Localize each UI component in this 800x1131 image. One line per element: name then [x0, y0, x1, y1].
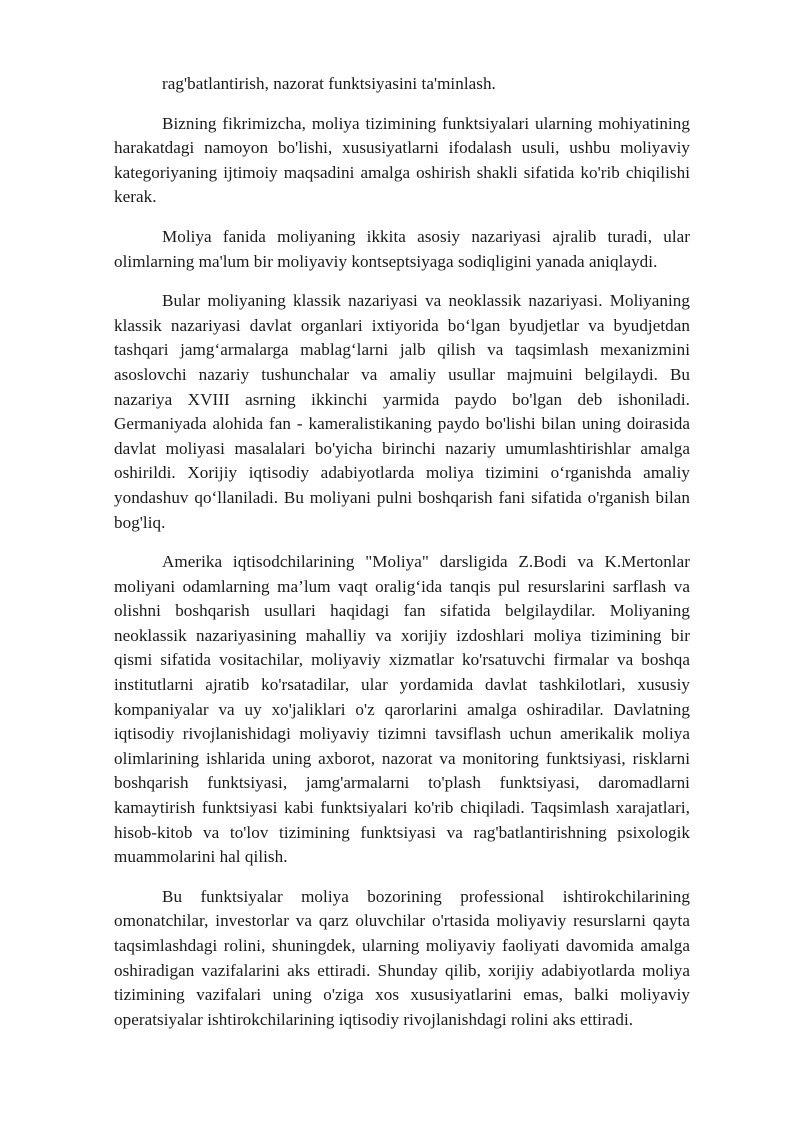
paragraph-functions-opinion: Bizning fikrimizcha, moliya tizimining funktsiyalari ularning mohiyatining harakatdagi namoyon bo'lishi, xususiyatlarni ifodalash usuli, ushbu moliyaviy kategoriyaning ijtimoiy maqsadini amalga oshirish shakli sifatida ko'rib chiqilishi kerak.: [114, 113, 690, 207]
paragraph-classic-theory: Bular moliyaning klassik nazariyasi va neoklassik nazariyasi. Moliyaning klassik nazariyasi davlat organlari ixtiyorida bo‘lgan byudjetlar va byudjetdan tashqari jamg‘armalarga mablag‘larni jalb qilish va taqsimlash mexanizmini asoslovchi nazariy tushunchalar va amaliy usullar majmuini belgilaydi. Bu nazariya XVIII asrning ikkinchi yarmida paydo bo'lgan deb ishoniladi. Germaniyada alohida fan - kameralistikaning paydo bo'lishi bilan uning doirasida davlat moliyasi masalalari bo'yicha birinchi nazariy umumlashtirishlar amalga oshirildi. Xorijiy iqtisodiy adabiyotlarda moliya tizimini o‘rganishda amaliy yondashuv qo‘llaniladi. Bu moliyani pulni boshqarish fani sifatida o'rganish bilan bog'liq.: [114, 291, 690, 532]
paragraph-american-economists: Amerika iqtisodchilarining "Moliya" darsligida Z.Bodi va K.Mertonlar moliyani odamlarning ma’lum vaqt oralig‘ida tanqis pul resurslarini sarflash va olishni boshqarish usullari haqidagi fan sifatida belgilaydilar. Moliyaning neoklassik nazariyasining mahalliy va xorijiy izdoshlari moliya tizimining bir qismi sifatida vositachilar, moliyaviy xizmatlar ko'rsatuvchi firmalar va boshqa institutlarni ajratib ko'rsatadilar, ular yordamida davlat tashkilotlari, xususiy kompaniyalar va uy xo'jaliklari o'z qarorlarini amalga oshiradilar. Davlatning iqtisodiy rivojlanishidagi moliyaviy tizimni tavsiflash uchun amerikalik moliya olimlarining ishlarida uning axborot, nazorat va monitoring funktsiyasi, risklarni boshqarish funktsiyasi, jamg'armalarni to'plash funktsiyasi, daromadlarni kamaytirish funktsiyasi kabi funktsiyalari ko'rib chiqiladi. Taqsimlash xarajatlari, hisob-kitob va to'lov tizimining funktsiyasi va rag'batlantirishning psixologik muammolarini hal qilish.: [114, 552, 690, 867]
paragraph-continuation: rag'batlantirish, nazorat funktsiyasini ta'minlash.: [162, 74, 496, 93]
document-body: [114, 72, 690, 1047]
paragraph-two-theories: Moliya fanida moliyaning ikkita asosiy nazariyasi ajralib turadi, ular olimlarning ma'lum bir moliyaviy kontseptsiyaga sodiqligini yanada aniqlaydi.: [114, 226, 690, 271]
paragraph-functions-reflection: Bu funktsiyalar moliya bozorining professional ishtirokchilarining omonatchilar, investorlar va qarz oluvchilar o'rtasida moliyaviy resurslarni qayta taqsimlashdagi rolini, shuningdek, ularning moliyaviy faoliyati davomida amalga oshiradigan vazifalarini aks ettiradi. Shunday qilib, xorijiy adabiyotlarda moliya tizimining vazifalari uning o'ziga xos xususiyatlarini emas, balki moliyaviy operatsiyalar ishtirokchilarining iqtisodiy rivojlanishdagi rolini aks ettiradi.: [114, 886, 690, 1029]
